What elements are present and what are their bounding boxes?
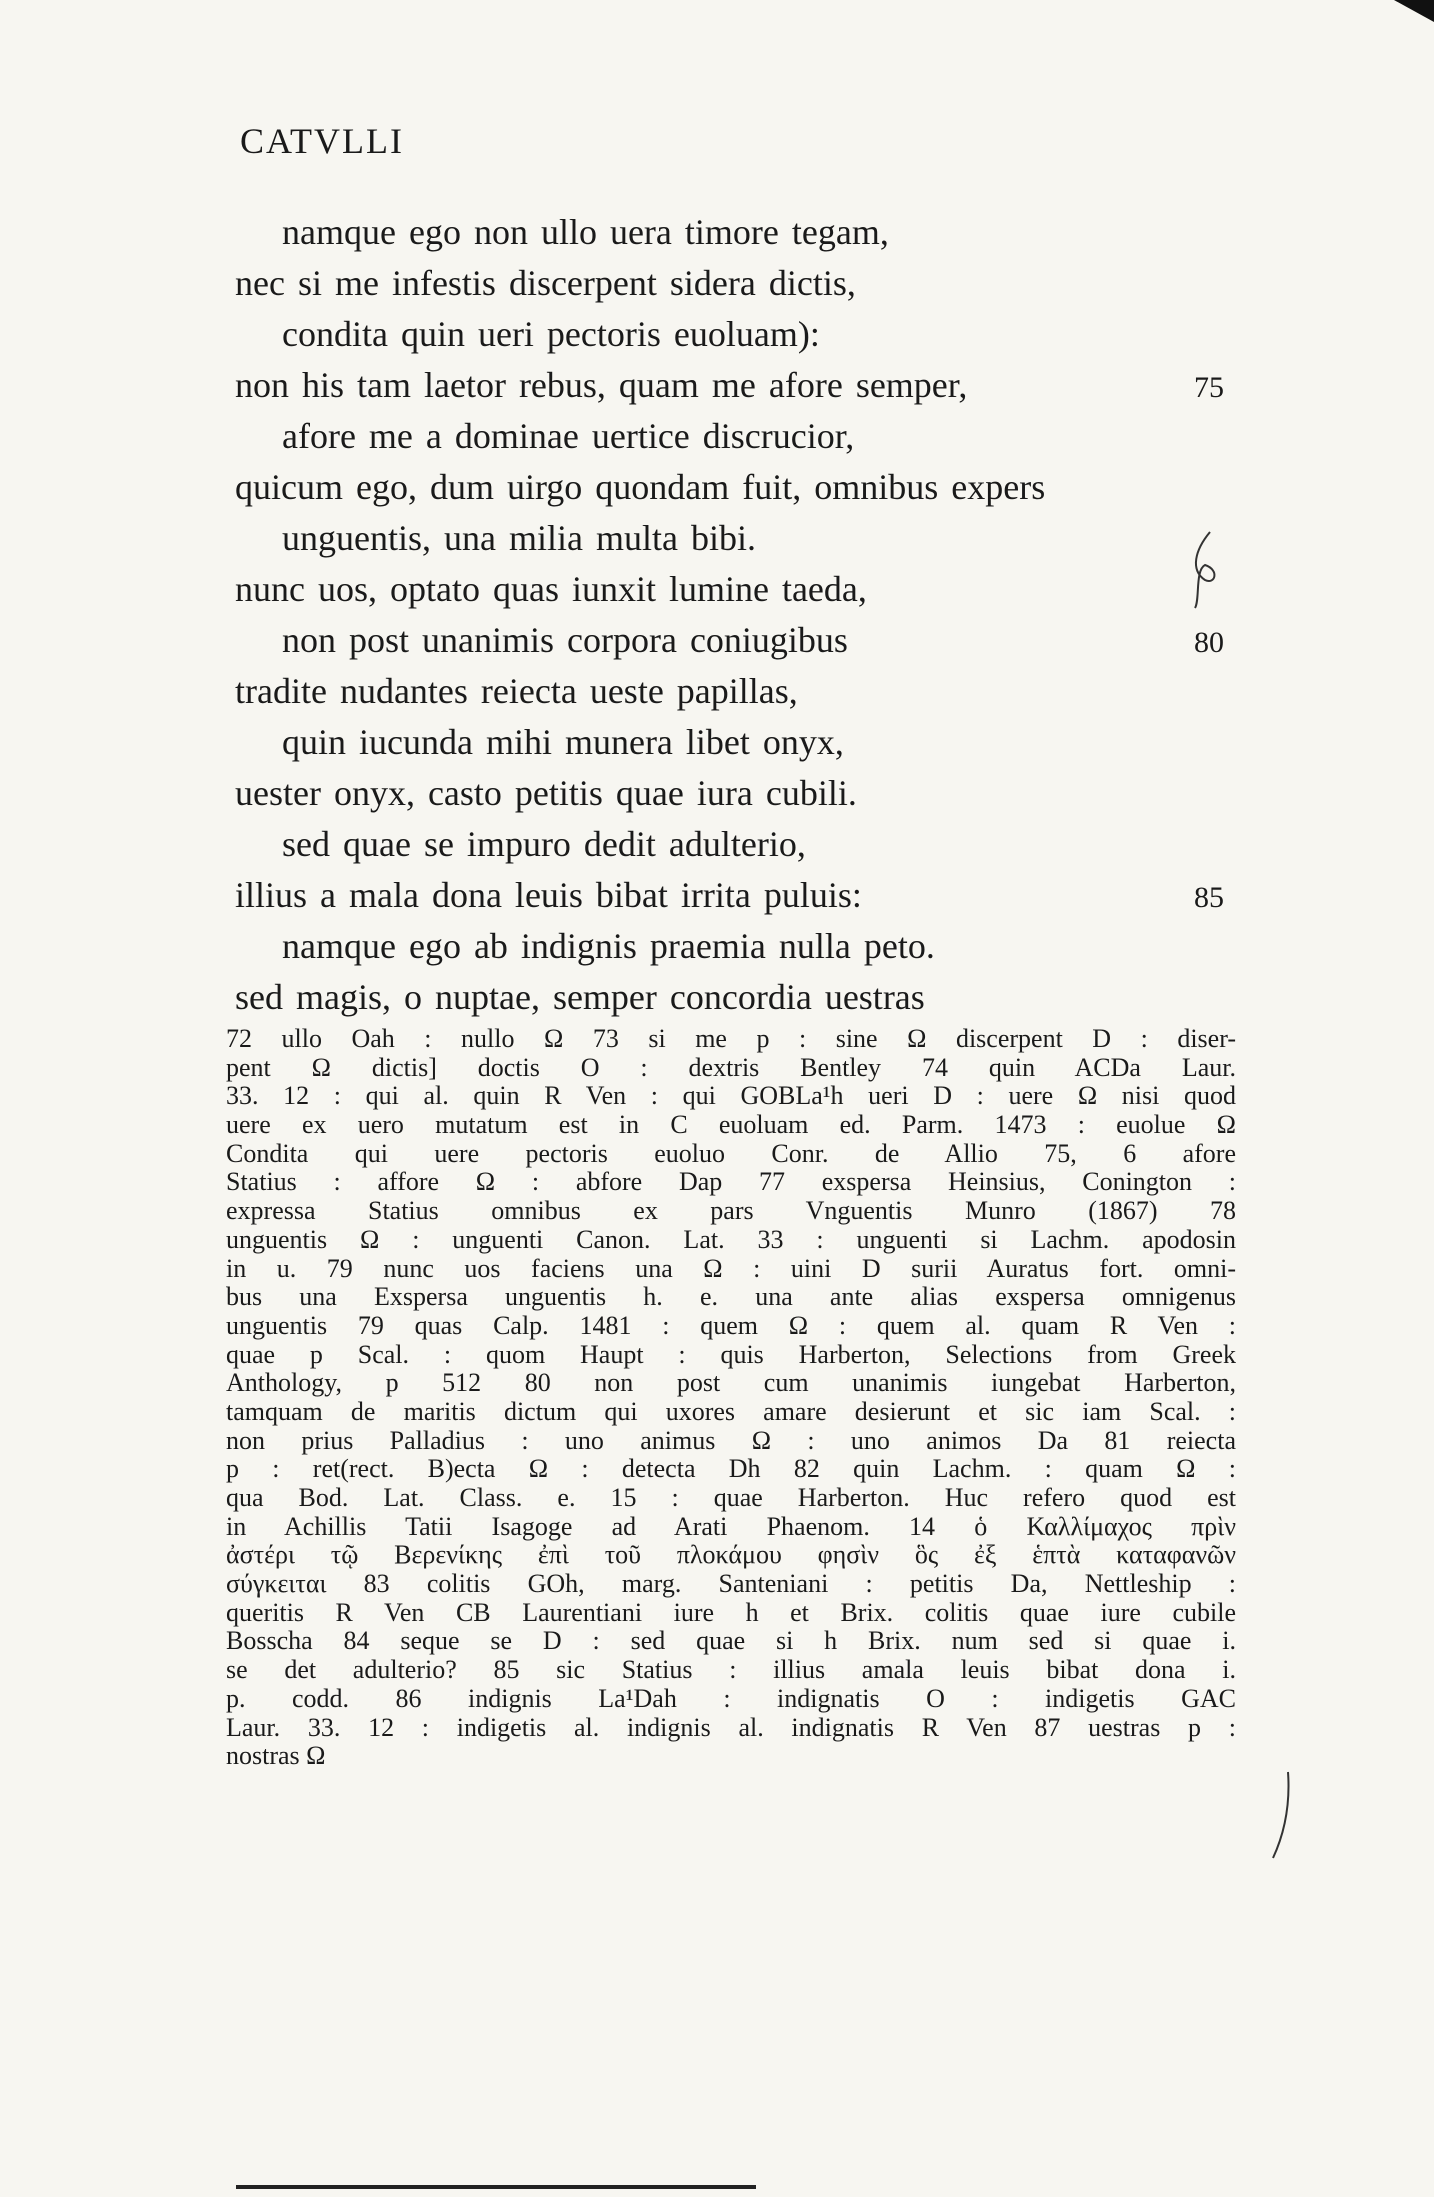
page-corner-mark — [1394, 0, 1434, 22]
verse-line: tradite nudantes reiecta ueste papillas, — [235, 671, 798, 711]
apparatus-line: σύγκειται 83 colitis GOh, marg. Santeniani : petitis Da, Nettleship : — [226, 1569, 1236, 1599]
verse-line: afore me a dominae uertice discrucior, — [282, 416, 855, 456]
apparatus-line: in Achillis Tatii Isagoge ad Arati Phaenom. 14 ὁ Καλλίμαχος πρὶν — [226, 1511, 1236, 1541]
apparatus-line: unguentis 79 quas Calp. 1481 : quem Ω : quem al. quam R Ven : — [226, 1310, 1236, 1340]
verse-line: uester onyx, casto petitis quae iura cubili. — [235, 773, 857, 813]
apparatus-line: uere ex uero mutatum est in C euoluam ed. Parm. 1473 : euolue Ω — [226, 1110, 1236, 1140]
apparatus-line: in u. 79 nunc uos faciens una Ω : uini D surii Auratus fort. omni- — [226, 1253, 1236, 1283]
apparatus-line: p : ret(rect. B)ecta Ω : detecta Dh 82 quin Lachm. : quam Ω : — [226, 1454, 1236, 1484]
apparatus-line: Statius : affore Ω : abfore Dap 77 exspersa Heinsius, Conington : — [226, 1167, 1236, 1197]
apparatus-line: ἀστέρι τῷ Βερενίκης ἐπὶ τοῦ πλοκάμου φησὶν ὃς ἐξ ἑπτὰ καταφανῶν — [226, 1540, 1236, 1570]
verse-line: non post unanimis corpora coniugibus — [282, 620, 848, 660]
line-number: 85 — [1194, 881, 1224, 914]
line-number: 75 — [1194, 371, 1224, 404]
running-header: CATVLLI — [240, 121, 404, 161]
apparatus-line: Bosscha 84 seque se D : sed quae si h Brix. num sed si quae i. — [226, 1626, 1236, 1656]
apparatus-line: quae p Scal. : quom Haupt : quis Harberton, Selections from Greek — [226, 1339, 1236, 1369]
verse-line: namque ego non ullo uera timore tegam, — [282, 212, 889, 252]
apparatus-line: expressa Statius omnibus ex pars Vnguentis Munro (1867) 78 — [226, 1196, 1236, 1226]
verse-line: non his tam laetor rebus, quam me afore semper, — [235, 365, 968, 405]
verse-line: nec si me infestis discerpent sidera dictis, — [235, 263, 856, 303]
line-number: 80 — [1194, 626, 1224, 659]
apparatus-line: 72 ullo Oah : nullo Ω 73 si me p : sine Ω discerpent D : diser- — [226, 1024, 1236, 1053]
handwritten-mark — [1175, 530, 1235, 610]
apparatus-line: unguentis Ω : unguenti Canon. Lat. 33 : unguenti si Lachm. apodosin — [226, 1224, 1236, 1254]
apparatus-line: queritis R Ven CB Laurentiani iure h et Brix. colitis quae iure cubile — [226, 1597, 1236, 1627]
verse-line: quicum ego, dum uirgo quondam fuit, omnibus expers — [235, 467, 1046, 507]
verse-line: sed quae se impuro dedit adulterio, — [282, 824, 806, 864]
apparatus-line: non prius Palladius : uno animus Ω : uno animos Da 81 reiecta — [226, 1425, 1236, 1455]
apparatus-line: pent Ω dictis] doctis O : dextris Bentley 74 quin ACDa Laur. — [226, 1052, 1236, 1082]
apparatus-line: se det adulterio? 85 sic Statius : illius amala leuis bibat dona i. — [226, 1655, 1236, 1685]
apparatus-line: nostras Ω — [226, 1741, 326, 1771]
apparatus-line: 33. 12 : qui al. quin R Ven : qui GOBLa¹h ueri D : uere Ω nisi quod — [226, 1081, 1236, 1111]
apparatus-line: qua Bod. Lat. Class. e. 15 : quae Harberton. Huc refero quod est — [226, 1483, 1236, 1512]
verse-line: condita quin ueri pectoris euoluam): — [282, 314, 820, 354]
apparatus-line: tamquam de maritis dictum qui uxores amare desierunt et sic iam Scal. : — [226, 1396, 1236, 1426]
apparatus-line: Laur. 33. 12 : indigetis al. indignis al. indignatis R Ven 87 uestras p : — [226, 1712, 1236, 1742]
verse-line: illius a mala dona leuis bibat irrita puluis: — [235, 875, 862, 915]
margin-mark — [1268, 1770, 1298, 1860]
apparatus-line: p. codd. 86 indignis La¹Dah : indignatis O : indigetis GAC — [226, 1683, 1236, 1713]
critical-apparatus — [226, 1025, 1236, 1771]
verse-line: unguentis, una milia multa bibi. — [282, 518, 756, 558]
verse-line: quin iucunda mihi munera libet onyx, — [282, 722, 844, 762]
verse-line: nunc uos, optato quas iunxit lumine taeda, — [235, 569, 867, 609]
verse-line: sed magis, o nuptae, semper concordia uestras — [235, 977, 925, 1017]
apparatus-line: Anthology, p 512 80 non post cum unanimis iungebat Harberton, — [226, 1368, 1236, 1398]
bottom-rule — [236, 2185, 756, 2189]
apparatus-line: bus una Exspersa unguentis h. e. una ante alias exspersa omnigenus — [226, 1282, 1236, 1312]
apparatus-line: Condita qui uere pectoris euoluo Conr. de Allio 75, 6 afore — [226, 1138, 1236, 1168]
verse-line: namque ego ab indignis praemia nulla peto. — [282, 926, 935, 966]
